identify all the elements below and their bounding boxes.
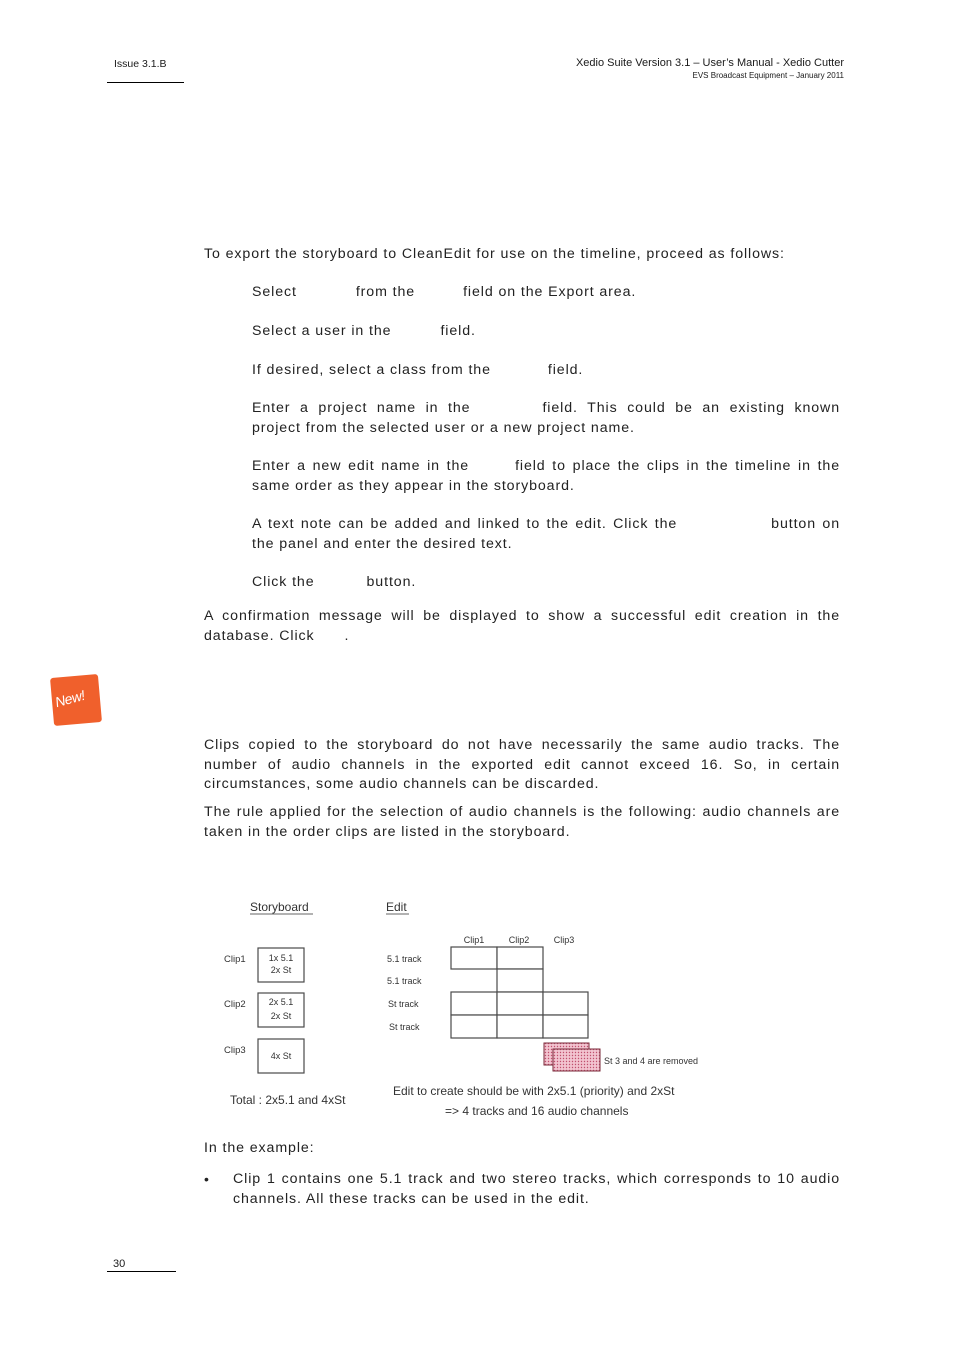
removed-track-front — [553, 1049, 600, 1071]
edit-cell-r3-c2 — [497, 992, 543, 1015]
example-label: In the example: — [204, 1140, 315, 1156]
storyboard-clip3-line1: 4x St — [270, 1051, 292, 1061]
step-4-part-b: field. This could be an existing known project from the selected user or a new project name. — [252, 400, 840, 436]
edit-result-line1: Edit to create should be with 2x5.1 (priority) and 2xSt — [393, 1084, 675, 1098]
manual-subtitle: EVS Broadcast Equipment – January 2011 — [692, 71, 844, 80]
step-2 — [252, 322, 840, 342]
header-title-block — [576, 57, 844, 80]
edit-cell-r3-c3 — [543, 992, 588, 1015]
edit-result-line2: => 4 tracks and 16 audio channels — [445, 1104, 629, 1118]
step-7 — [252, 573, 840, 593]
edit-cell-r2-c2 — [497, 969, 543, 992]
page-number: 30 — [113, 1258, 126, 1270]
step-6-part-a: A text note can be added and linked to the edit. Click the — [252, 516, 678, 532]
header-rule — [107, 82, 184, 83]
audio-channel-diagram — [214, 892, 724, 1122]
new-badge — [50, 674, 102, 726]
edit-cell-r4-c3 — [543, 1015, 588, 1038]
storyboard-clip2-line1: 2x 5.1 — [268, 997, 294, 1007]
step-5-part-b: field to place the clips in the timeline in the same order as they appear in the storyboard. — [252, 458, 841, 494]
edit-cell-r4-c1 — [451, 1015, 497, 1038]
step-7-part-a: Click the — [252, 574, 315, 590]
removed-note: St 3 and 4 are removed — [604, 1056, 699, 1066]
step-3 — [252, 361, 840, 381]
confirmation-paragraph — [204, 607, 840, 646]
new-badge-label: New! — [53, 686, 87, 711]
step-4-part-a: Enter a project name in the — [252, 400, 471, 416]
storyboard-clip2-line2: 2x St — [270, 1011, 292, 1021]
edit-col-clip2: Clip2 — [508, 935, 530, 945]
step-1-part-c: field on the Export area. — [463, 284, 637, 300]
bullet-dot: • — [204, 1171, 210, 1187]
edit-cell-r3-c1 — [451, 992, 497, 1015]
bullet-text: Clip 1 contains one 5.1 track and two stereo tracks, which corresponds to 10 audio channels. All these tracks can be used in the edit. — [233, 1171, 840, 1207]
storyboard-title: Storyboard — [250, 900, 309, 914]
step-3-part-b: field. — [547, 362, 584, 378]
storyboard-clip1-label: Clip1 — [224, 954, 246, 965]
step-2-part-b: field. — [440, 323, 476, 339]
manual-title: Xedio Suite Version 3.1 – User’s Manual - Xedio Cutter — [575, 57, 844, 69]
edit-row2-label: 5.1 track — [387, 976, 422, 986]
storyboard-clip3-label: Clip3 — [224, 1045, 246, 1056]
edit-col-clip1: Clip1 — [463, 935, 485, 945]
step-1-part-b: from the — [355, 284, 416, 300]
storyboard-clip1-line1: 1x 5.1 — [268, 953, 294, 963]
step-2-part-a: Select a user in the — [252, 323, 392, 339]
storyboard-clip1-line2: 2x St — [270, 965, 292, 975]
footer-rule — [107, 1271, 176, 1272]
step-1 — [252, 283, 840, 303]
step-6 — [252, 515, 840, 554]
step-5-part-a: Enter a new edit name in the — [252, 458, 470, 474]
edit-cell-r4-c2 — [497, 1015, 543, 1038]
step-3-part-a: If desired, select a class from the — [252, 362, 491, 378]
edit-row1-label: 5.1 track — [387, 954, 422, 964]
diagram-svg — [214, 892, 724, 1122]
issue-label: Issue 3.1.B — [114, 58, 167, 70]
edit-title: Edit — [386, 900, 407, 914]
edit-row4-label: St track — [389, 1022, 420, 1032]
confirmation-text: A confirmation message will be displayed to show a successful edit creation in the database. Click — [204, 608, 840, 644]
edit-cell-r1-c2 — [497, 947, 543, 969]
intro-paragraph: To export the storyboard to CleanEdit for use on the timeline, proceed as follows: — [204, 246, 785, 262]
step-5 — [252, 457, 840, 496]
audio-paragraph-1: Clips copied to the storyboard do not have necessarily the same audio tracks. The number of audio channels in the exported edit cannot exceed 16. So, in certain circumstances, some audio channels can be discarded. — [204, 737, 840, 792]
edit-col-clip3: Clip3 — [553, 935, 575, 945]
edit-cell-r1-c1 — [451, 947, 497, 969]
step-1-part-a: Select — [252, 284, 297, 300]
edit-grid — [451, 947, 588, 1038]
edit-row3-label: St track — [388, 999, 419, 1009]
storyboard-clip2-label: Clip2 — [224, 999, 246, 1010]
step-7-part-b: button. — [366, 574, 417, 590]
storyboard-total: Total : 2x5.1 and 4xSt — [230, 1093, 346, 1107]
step-4 — [252, 399, 840, 438]
confirmation-end: . — [344, 627, 350, 644]
step-6-part-b: button on the panel and enter the desired text. — [252, 516, 840, 552]
audio-paragraph-2: The rule applied for the selection of audio channels is the following: audio channels are taken in the order clips are listed in the storyboard. — [204, 804, 840, 840]
